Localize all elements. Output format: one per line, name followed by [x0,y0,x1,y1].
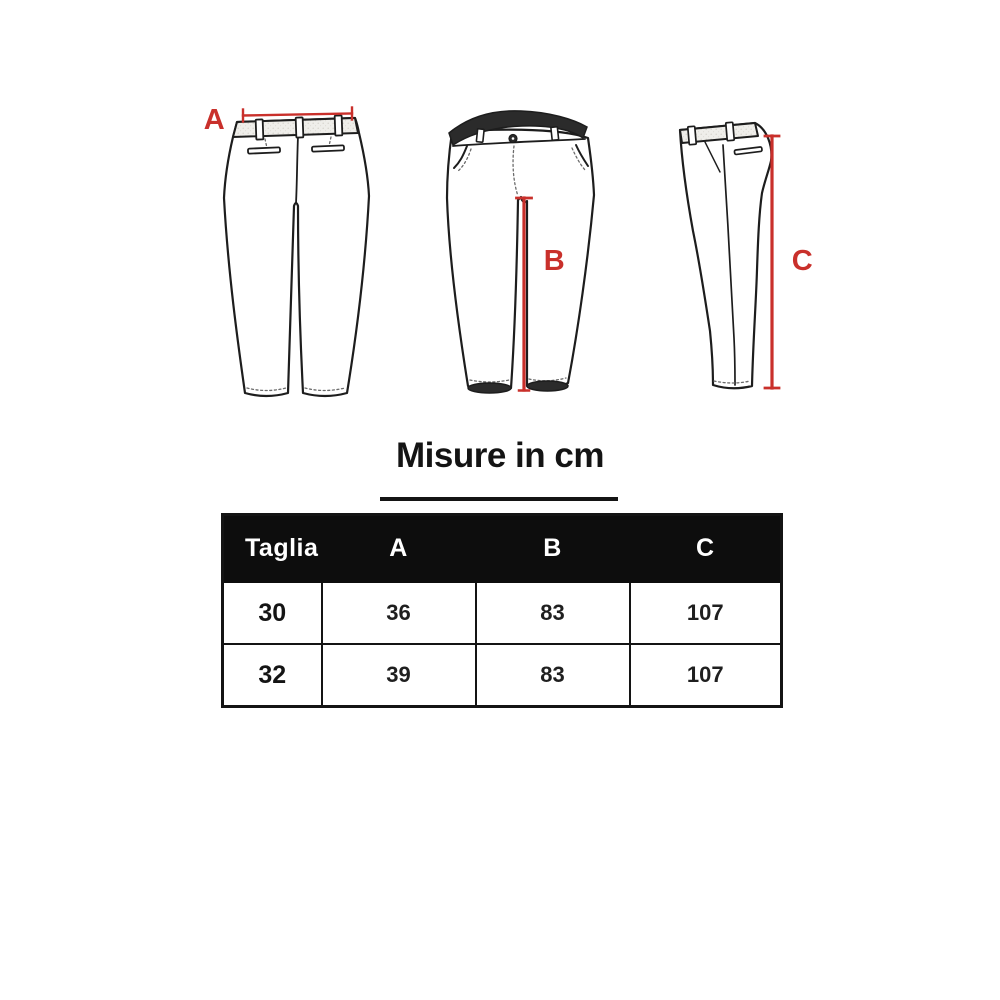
measurement-label-c: C [791,245,813,277]
size-table [221,513,783,708]
leg-opening-dark [527,381,568,391]
measure-c-value: 107 [630,582,782,644]
belt-loop [296,117,304,137]
table-row [223,644,782,707]
header-cell-c: C [630,515,782,583]
belt-loop [726,122,735,141]
belt-loop [688,126,697,145]
pants-side-view-illustration [655,98,820,408]
measure-c-value: 107 [630,644,782,707]
pants-side-outline [680,123,771,388]
waist-button-hole [512,137,515,140]
belt-loop [335,115,343,135]
pants-back-view-illustration [202,92,377,412]
pants-measurement-diagrams [0,0,1000,430]
page-title: Misure in cm [396,436,604,475]
size-value: 32 [223,644,322,707]
measure-a-value: 36 [322,582,476,644]
header-cell-a: A [322,515,476,583]
table-row [223,582,782,644]
size-value: 30 [223,582,322,644]
title-underline [380,497,618,501]
pants-front-outline [447,130,594,392]
size-table-header-row [223,515,782,583]
back-welt-pocket [312,145,344,151]
belt-loop [476,129,484,143]
measure-b-value: 83 [476,644,630,707]
header-cell-taglia: Taglia [223,515,322,583]
leg-opening-dark [468,383,511,393]
belt-loop [256,119,264,139]
belt-loop [551,127,559,141]
header-cell-b: B [476,515,630,583]
measure-a-value: 39 [322,644,476,707]
pants-front-view-illustration [437,98,612,408]
measure-b-value: 83 [476,582,630,644]
back-welt-pocket [248,147,280,153]
measurement-label-a: A [203,104,225,136]
measurement-label-b: B [543,245,565,277]
